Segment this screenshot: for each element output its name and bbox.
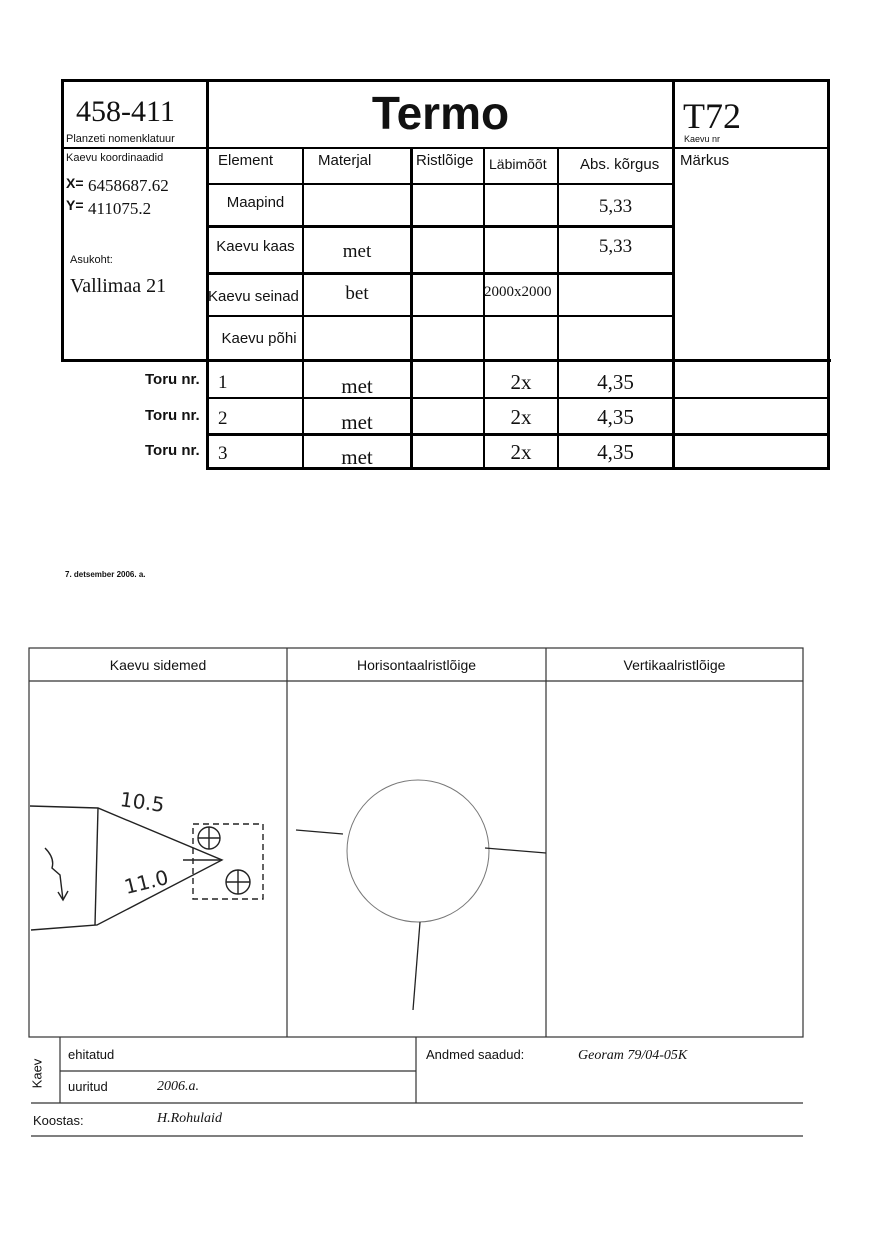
well-side-label: Kaev [29,1058,45,1089]
column-connections: Kaevu sidemed [109,657,207,673]
element-material: met [342,241,372,262]
pipe-material: met [341,410,373,434]
connection-sketch [30,806,263,930]
column-material: Materjal [318,152,372,169]
location-label: Asukoht: [70,254,113,266]
pipe-diameter: 2x [510,370,532,394]
source-value: Georam 79/04-05K [578,1048,688,1063]
surveyed-label: uuritud [68,1079,108,1094]
pipe-number: 1 [218,372,228,393]
element-diameter: 2000x2000 [484,284,552,300]
author-value: H.Rohulaid [157,1111,222,1126]
built-label: ehitatud [68,1047,115,1062]
y-label: Y= [66,197,84,213]
pipe-label: Toru nr. [145,442,200,459]
column-notes: Märkus [680,152,730,169]
pipe-elevation: 4,35 [597,405,634,429]
pipe-label: Toru nr. [145,407,200,424]
pipe-material: met [341,445,373,469]
element-elevation: 5,33 [598,236,633,257]
nomenclature-label: Planzeti nomenklatuur [66,133,175,145]
source-label: Andmed saadud: [426,1047,525,1062]
pipe-elevation: 4,35 [597,370,634,394]
column-elevation: Abs. kõrgus [580,156,660,173]
element-name: Kaevu seinad [208,288,299,305]
element-name: Maapind [226,194,285,211]
column-diameter: Läbimõõt [489,156,547,172]
sketch-note-11-0: 11.0 [121,864,171,900]
well-number-label: Kaevu nr [684,134,721,144]
element-name: Kaevu kaas [216,238,295,255]
location-value: Vallimaa 21 [70,275,167,297]
element-name: Kaevu põhi [221,330,297,347]
element-elevation: 5,33 [598,196,633,217]
pipe-number: 3 [218,443,228,464]
pipe-label: Toru nr. [145,371,200,388]
pipe-diameter: 2x [510,440,532,464]
well-number-value: T72 [683,96,741,136]
y-value: 411075.2 [88,199,152,218]
nomenclature-value: 458-411 [76,95,175,128]
pipe-material: met [341,374,373,398]
horizontal-section-sketch [296,780,546,1010]
column-horizontal-section: Horisontaalristlõige [356,657,477,673]
pipe-number: 2 [218,408,228,429]
x-value: 6458687.62 [88,176,169,195]
coordinates-label: Kaevu koordinaadid [66,152,164,164]
document-date: 7. detsember 2006. a. [65,570,146,579]
pipe-diameter: 2x [510,405,532,429]
element-material: bet [345,283,369,304]
pipe-elevation: 4,35 [597,440,634,464]
column-vertical-section: Vertikaalristlõige [623,657,726,673]
column-element: Element [218,152,274,169]
page-title: Termo [371,87,510,139]
sketch-note-10-5: 10.5 [118,787,166,817]
author-label: Koostas: [33,1113,84,1128]
column-cross-section: Ristlõige [416,152,474,169]
x-label: X= [66,175,84,191]
surveyed-value: 2006.a. [157,1079,199,1094]
